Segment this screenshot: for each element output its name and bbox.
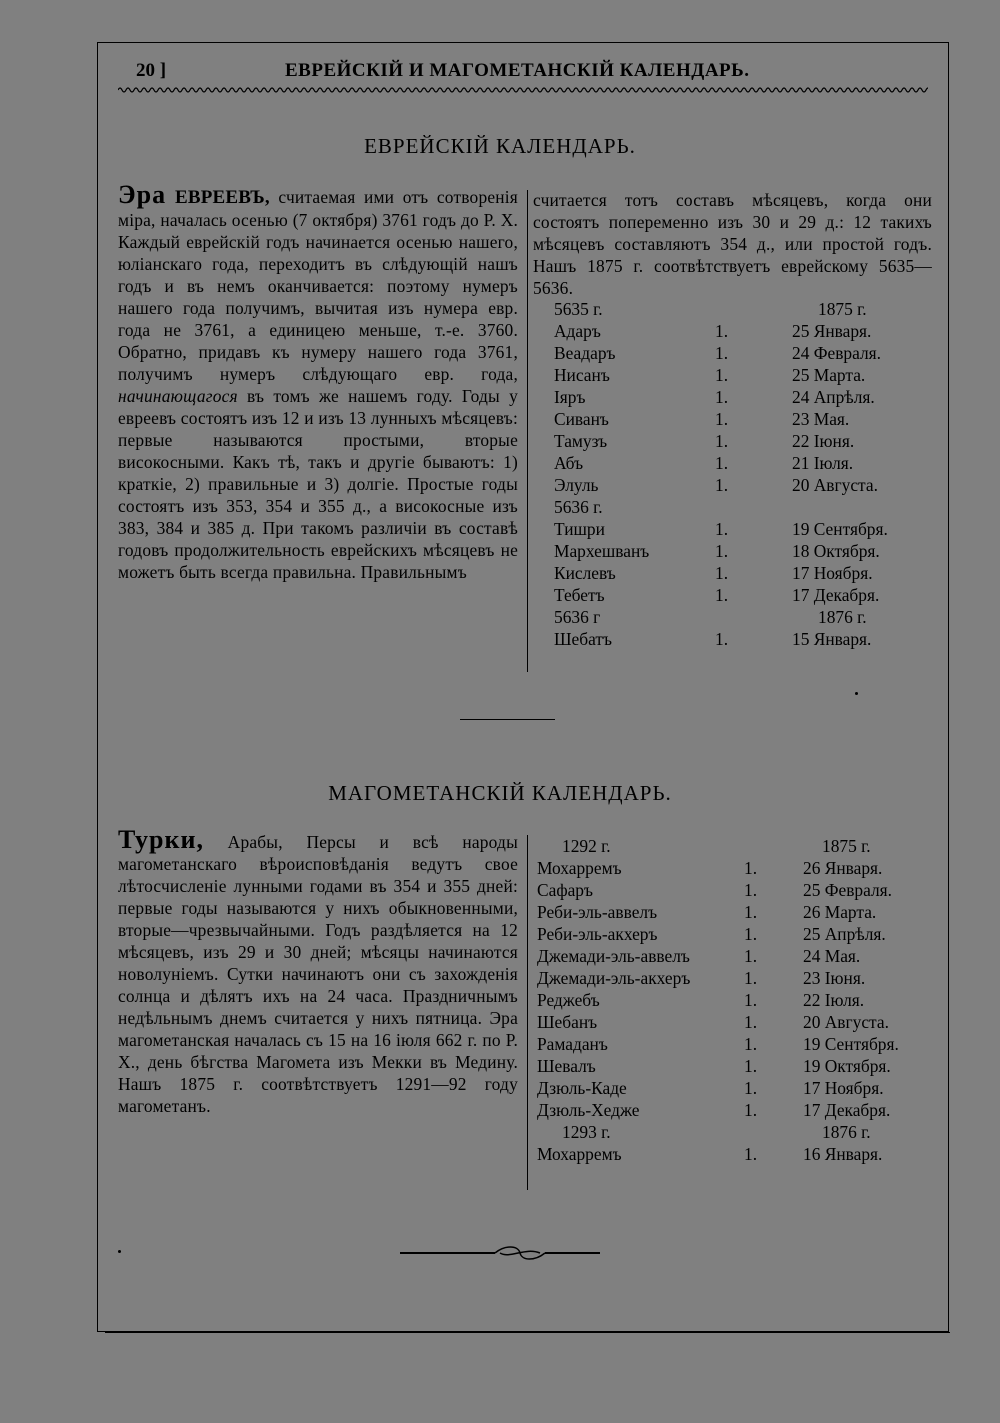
- table-row: [537, 858, 957, 880]
- table-row: [537, 990, 957, 1012]
- table-row: [540, 453, 960, 475]
- cell-day: 1.: [744, 1012, 758, 1032]
- cell-day: 1.: [715, 563, 729, 583]
- cell-date: 1876 г.: [822, 1122, 871, 1142]
- table-row: [540, 387, 960, 409]
- cell-month: Веадаръ: [554, 343, 616, 363]
- cell-day: 1.: [744, 1144, 758, 1164]
- cell-date: 18 Октября.: [792, 541, 880, 561]
- cell-day: 1.: [715, 629, 729, 649]
- cell-date: 24 Апрѣля.: [792, 387, 875, 407]
- cell-month: Мархешванъ: [554, 541, 650, 561]
- cell-month: Мохарремъ: [537, 858, 622, 878]
- cell-day: 1.: [744, 1078, 758, 1098]
- cell-date: 24 Февраля.: [792, 343, 881, 363]
- cell-month: Сафаръ: [537, 880, 593, 900]
- section-divider: [460, 719, 555, 720]
- print-speck: [118, 1250, 121, 1253]
- table-row: [540, 343, 960, 365]
- cell-month: Тишри: [554, 519, 605, 539]
- cell-month: 5635 г.: [554, 299, 603, 319]
- cell-month: Дзюль-Каде: [537, 1078, 627, 1098]
- table-row: [540, 629, 960, 651]
- jewish-left-text: [118, 180, 518, 583]
- cell-day: 1.: [744, 1100, 758, 1120]
- cell-day: 1.: [744, 858, 758, 878]
- jewish-calendar-title: ЕВРЕЙСКІЙ КАЛЕНДАРЬ.: [364, 134, 636, 158]
- table-row: [540, 563, 960, 585]
- table-row: [540, 519, 960, 541]
- cell-date: 25 Февраля.: [803, 880, 892, 900]
- cell-month: 5636 г.: [554, 497, 603, 517]
- table-row: [537, 924, 957, 946]
- cell-month: Рамаданъ: [537, 1034, 608, 1054]
- cell-date: 26 Января.: [803, 858, 883, 878]
- cell-date: 16 Января.: [803, 1144, 883, 1164]
- cell-date: 20 Августа.: [803, 1012, 889, 1032]
- cell-day: 1.: [715, 365, 729, 385]
- jewish-body-italic: начинающагося: [118, 386, 238, 406]
- cell-date: 20 Августа.: [792, 475, 878, 495]
- table-row: [540, 431, 960, 453]
- cell-day: 1.: [715, 519, 729, 539]
- cell-date: 17 Декабря.: [803, 1100, 891, 1120]
- table-row: [540, 321, 960, 343]
- muslim-column-rule: [527, 835, 528, 1190]
- cell-date: 19 Сентября.: [803, 1034, 899, 1054]
- cell-day: 1.: [744, 880, 758, 900]
- cell-day: 1.: [715, 409, 729, 429]
- cell-month: Тебетъ: [554, 585, 605, 605]
- table-row: [537, 1144, 957, 1166]
- cell-month: Абъ: [554, 453, 584, 473]
- cell-date: 26 Марта.: [803, 902, 877, 922]
- cell-day: 1.: [744, 902, 758, 922]
- cell-day: 1.: [744, 1056, 758, 1076]
- cell-month: Шебатъ: [554, 629, 612, 649]
- table-row: [540, 409, 960, 431]
- cell-month: Нисанъ: [554, 365, 610, 385]
- table-row: [540, 365, 960, 387]
- cell-month: Тамузъ: [554, 431, 608, 451]
- cell-month: Адаръ: [554, 321, 601, 341]
- table-row: [540, 585, 960, 607]
- jewish-lead: ЕВРЕЕВЪ,: [166, 187, 270, 208]
- cell-month: 5636 г: [554, 607, 601, 627]
- table-row: [537, 1122, 957, 1144]
- cell-day: 1.: [715, 343, 729, 363]
- cell-month: Шебанъ: [537, 1012, 598, 1032]
- table-row: [537, 1100, 957, 1122]
- cell-month: Іяръ: [554, 387, 586, 407]
- table-row: [537, 880, 957, 902]
- cell-date: 1876 г.: [818, 607, 867, 627]
- muslim-left-text: [118, 825, 518, 1117]
- jewish-body: считаемая ими отъ сотворенія міра, началась осенью (7 октября) 3761 годъ до Р. Х. Каждый еврейскій годъ начинается осенью нашего, юліанскаго года, переходитъ въ слѣдующій нашъ годъ и въ немъ оканчивается: поэтому нумеръ нашего года получимъ, вычитая изъ нумера евр. года не 3761, а единицею меньше, т.-е. 3760. Обратно, придавъ къ нумеру нашего года 3761, получимъ нумеръ слѣдующаго евр. года,: [118, 187, 518, 384]
- table-row: [537, 1012, 957, 1034]
- table-row: [540, 541, 960, 563]
- print-speck: [855, 692, 858, 695]
- table-row: [540, 475, 960, 497]
- cell-day: 1.: [744, 924, 758, 944]
- cell-date: 19 Сентября.: [792, 519, 888, 539]
- table-row: [540, 607, 960, 629]
- cell-day: 1.: [744, 968, 758, 988]
- cell-month: Дзюль-Хедже: [537, 1100, 640, 1120]
- cell-date: 15 Января.: [792, 629, 872, 649]
- cell-date: 1875 г.: [818, 299, 867, 319]
- cell-date: 25 Апрѣля.: [803, 924, 886, 944]
- table-row: [537, 946, 957, 968]
- running-title: ЕВРЕЙСКІЙ И МАГОМЕТАНСКІЙ КАЛЕНДАРЬ.: [285, 60, 750, 81]
- cell-month: Джемади-эль-акхеръ: [537, 968, 691, 988]
- table-row: [540, 299, 960, 321]
- cell-day: 1.: [715, 387, 729, 407]
- cell-month: Реби-эль-аввелъ: [537, 902, 658, 922]
- cell-month: 1293 г.: [562, 1122, 611, 1142]
- table-row: [537, 902, 957, 924]
- table-row: [537, 836, 957, 858]
- cell-date: 25 Января.: [792, 321, 872, 341]
- cell-month: Реджебъ: [537, 990, 600, 1010]
- cell-day: 1.: [715, 541, 729, 561]
- cell-date: 25 Марта.: [792, 365, 866, 385]
- cell-day: 1.: [715, 475, 729, 495]
- cell-date: 1875 г.: [822, 836, 871, 856]
- jewish-dropcap: Эра: [118, 180, 167, 209]
- jewish-right-text: считается тотъ составъ мѣсяцевъ, когда они состоятъ попеременно изъ 30 и 29 д.: 12 такихъ мѣсяцевъ составляютъ 354 д., или простой годъ. Нашъ 1875 г. соотвѣтствуетъ еврейскому 5635—5636.: [533, 190, 932, 298]
- cell-date: 24 Мая.: [803, 946, 861, 966]
- muslim-body: Арабы, Персы и всѣ народы магометанскаго вѣроисповѣданія ведутъ свое лѣтосчисленіе лунными годами въ 354 и 355 дней: первые годы называются у нихъ обыкновенными, вторые—чрезвычайными. Годъ раздѣляется на 12 мѣсяцевъ, изъ 29 и 30 дней; мѣсяцы начинаются новолуніемъ. Сутки начинаютъ они съ захожденія солнца и дѣлятъ ихъ на 24 часа. Праздничнымъ недѣльнымъ днемъ считается у нихъ пятница. Эра магометанская началась съ 15 на 16 іюля 662 г. по Р. Х., день бѣгства Магомета изъ Мекки въ Медину. Нашъ 1875 г. соотвѣтствуетъ 1291—92 году магометанъ.: [118, 832, 518, 1116]
- table-row: [537, 968, 957, 990]
- cell-month: Шевалъ: [537, 1056, 596, 1076]
- cell-month: Кислевъ: [554, 563, 616, 583]
- cell-date: 22 Іюня.: [792, 431, 855, 451]
- page-number: 20 ]: [136, 60, 167, 81]
- table-row: [537, 1056, 957, 1078]
- table-row: [537, 1034, 957, 1056]
- tail-ornament: [400, 1243, 600, 1263]
- cell-month: Сиванъ: [554, 409, 609, 429]
- jewish-body-end: въ томъ же нашемъ году. Годы у евреевъ состоятъ изъ 12 и изъ 13 лунныхъ мѣсяцевъ: первые называются простыми, вторые високосными. Какъ тѣ, такъ и другіе бываютъ: 1) краткіе, 2) правильные и 3) долгіе. Простые годы состоятъ изъ 353, 354 и 355 д., а високосные изъ 383, 384 и 385 д. При такомъ различіи въ составѣ годовъ продолжительность еврейскихъ мѣсяцевъ не можетъ быть всегда правильна. Правильнымъ: [118, 386, 518, 582]
- cell-month: Реби-эль-акхеръ: [537, 924, 658, 944]
- muslim-calendar-title: МАГОМЕТАНСКІЙ КАЛЕНДАРЬ.: [328, 781, 672, 805]
- cell-date: 17 Ноября.: [803, 1078, 884, 1098]
- page-frame-bottom: [105, 1332, 950, 1333]
- cell-month: Элуль: [554, 475, 599, 495]
- cell-day: 1.: [744, 946, 758, 966]
- jewish-column-rule: [527, 190, 528, 672]
- cell-day: 1.: [715, 431, 729, 451]
- cell-day: 1.: [715, 453, 729, 473]
- cell-date: 17 Ноября.: [792, 563, 873, 583]
- cell-date: 17 Декабря.: [792, 585, 880, 605]
- cell-date: 19 Октября.: [803, 1056, 891, 1076]
- cell-day: 1.: [744, 1034, 758, 1054]
- cell-month: Мохарремъ: [537, 1144, 622, 1164]
- wavy-rule: [118, 84, 928, 96]
- cell-date: 21 Іюля.: [792, 453, 854, 473]
- muslim-dropcap: Турки,: [118, 825, 204, 854]
- running-head: [110, 60, 940, 84]
- cell-day: 1.: [715, 585, 729, 605]
- cell-date: 23 Іюня.: [803, 968, 866, 988]
- cell-day: 1.: [744, 990, 758, 1010]
- cell-day: 1.: [715, 321, 729, 341]
- table-row: [540, 497, 960, 519]
- cell-month: Джемади-эль-аввелъ: [537, 946, 690, 966]
- cell-date: 22 Іюля.: [803, 990, 865, 1010]
- cell-month: 1292 г.: [562, 836, 611, 856]
- table-row: [537, 1078, 957, 1100]
- cell-date: 23 Мая.: [792, 409, 850, 429]
